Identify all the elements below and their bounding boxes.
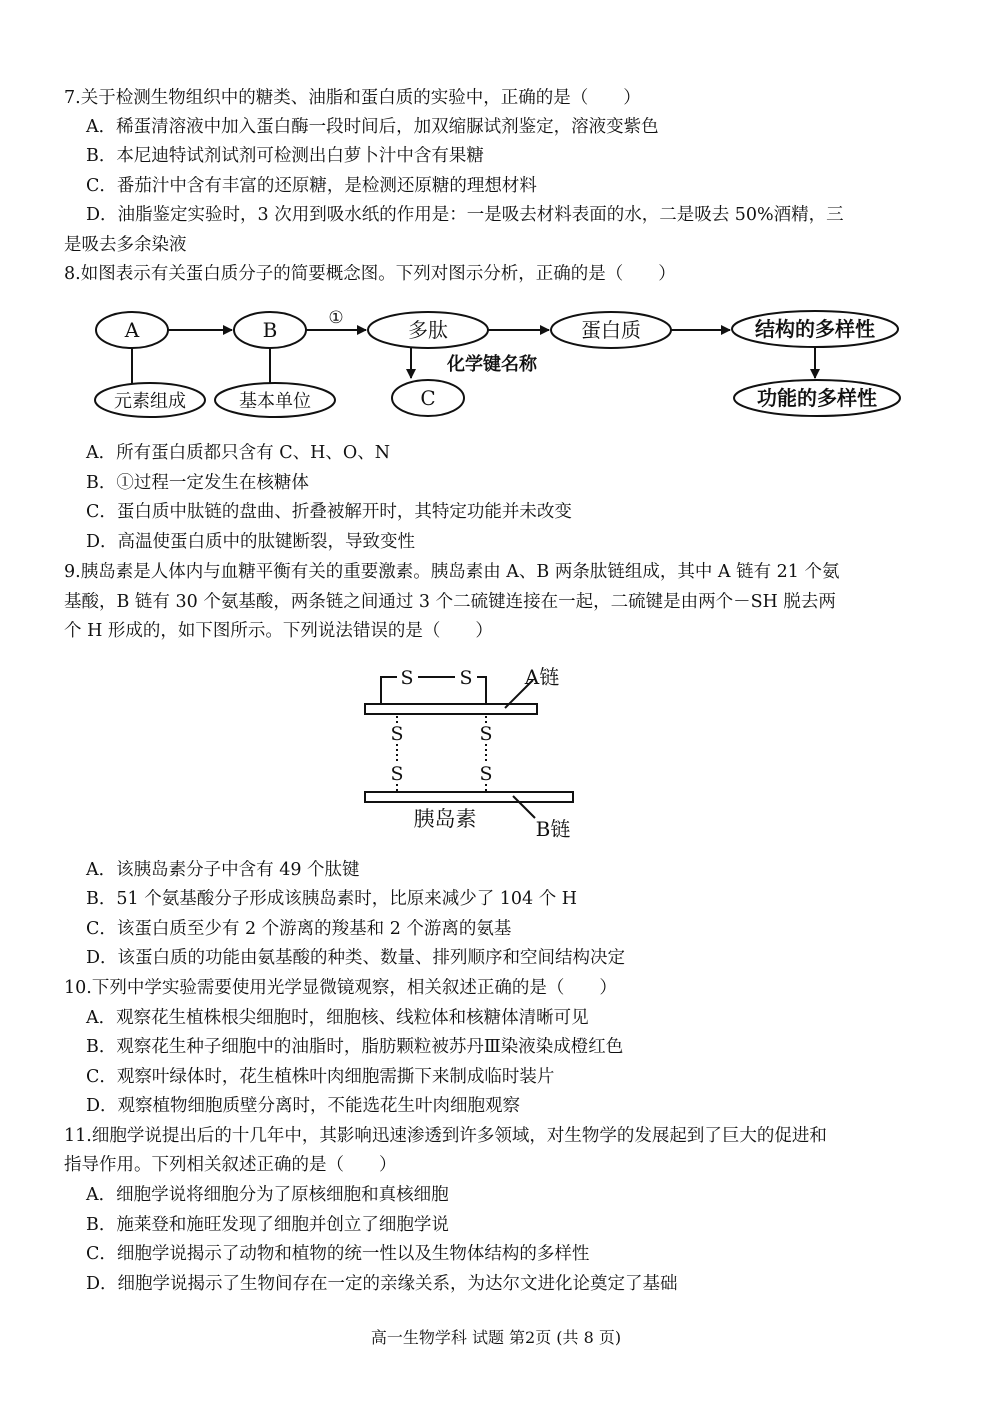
q9-stem-line-3: 个 H 形成的，如下图所示。下列说法错误的是（ ） xyxy=(64,621,493,641)
q11-option-c: C．细胞学说揭示了动物和植物的统一性以及生物体结构的多样性 xyxy=(86,1244,590,1264)
diagram-node-b: B xyxy=(262,318,278,342)
q7-option-d: D．油脂鉴定实验时，3 次用到吸水纸的作用是：一是吸去材料表面的水，二是吸去 50%酒精，三 xyxy=(86,205,844,225)
q9-option-b: B．51 个氨基酸分子形成该胰岛素时，比原来减少了 104 个 H xyxy=(86,889,578,909)
diagram-label-bond-name: 化学键名称 xyxy=(447,354,537,375)
q7-option-b: B．本尼迪特试剂试剂可检测出白萝卜汁中含有果糖 xyxy=(86,146,484,166)
q7-option-a: A．稀蛋清溶液中加入蛋白酶一段时间后，加双缩脲试剂鉴定，溶液变紫色 xyxy=(86,117,659,137)
q8-option-d: D．高温使蛋白质中的肽键断裂，导致变性 xyxy=(86,532,416,552)
diagram-node-a: A xyxy=(124,318,140,342)
q10-option-a: A．观察花生植株根尖细胞时，细胞核、线粒体和核糖体清晰可见 xyxy=(86,1008,589,1028)
diagram-step-1: ① xyxy=(328,308,344,328)
a-chain-sulfur-1: S xyxy=(400,667,414,689)
bridge-1-sulfur-bottom: S xyxy=(390,763,404,785)
diagram-node-element: 元素组成 xyxy=(114,391,186,412)
q10-stem: 10.下列中学实验需要使用光学显微镜观察，相关叙述正确的是（ ） xyxy=(64,978,617,998)
b-chain-label: B链 xyxy=(535,817,571,841)
q10-option-c: C．观察叶绿体时，花生植株叶肉细胞需撕下来制成临时装片 xyxy=(86,1067,555,1087)
q7-option-c: C．番茄汁中含有丰富的还原糖，是检测还原糖的理想材料 xyxy=(86,176,537,196)
q9-option-d: D．该蛋白质的功能由氨基酸的种类、数量、排列顺序和空间结构决定 xyxy=(86,948,626,968)
q11-option-a: A．细胞学说将细胞分为了原核细胞和真核细胞 xyxy=(86,1185,449,1205)
q8-option-a: A．所有蛋白质都只含有 C、H、O、N xyxy=(86,443,391,463)
diagram-node-function-diversity: 功能的多样性 xyxy=(757,386,877,410)
q11-option-d: D．细胞学说揭示了生物间存在一定的亲缘关系，为达尔文进化论奠定了基础 xyxy=(86,1274,678,1294)
diagram-node-unit: 基本单位 xyxy=(239,391,311,412)
q9-option-a: A．该胰岛素分子中含有 49 个肽键 xyxy=(86,860,360,880)
q11-stem-line-2: 指导作用。下列相关叙述正确的是（ ） xyxy=(64,1155,397,1175)
q8-option-c: C．蛋白质中肽链的盘曲、折叠被解开时，其特定功能并未改变 xyxy=(86,502,572,522)
q9-option-c: C．该蛋白质至少有 2 个游离的羧基和 2 个游离的氨基 xyxy=(86,919,512,939)
protein-concept-diagram xyxy=(80,298,920,428)
q8-option-b: B．①过程一定发生在核糖体 xyxy=(86,473,309,493)
insulin-structure-diagram xyxy=(355,660,595,846)
q8-stem: 8.如图表示有关蛋白质分子的简要概念图。下列对图示分析，正确的是（ ） xyxy=(64,264,676,284)
diagram-node-protein: 蛋白质 xyxy=(581,318,641,342)
q9-stem-line-2: 基酸，B 链有 30 个氨基酸，两条链之间通过 3 个二硫键连接在一起，二硫键是由两个－SH 脱去两 xyxy=(64,592,836,612)
bridge-2-sulfur-bottom: S xyxy=(479,763,493,785)
q9-stem-line-1: 9.胰岛素是人体内与血糖平衡有关的重要激素。胰岛素由 A、B 两条肽链组成，其中 A 链有 21 个氨 xyxy=(64,562,840,582)
bridge-2-sulfur-top: S xyxy=(479,723,493,745)
q10-option-b: B．观察花生种子细胞中的油脂时，脂肪颗粒被苏丹Ⅲ染液染成橙红色 xyxy=(86,1037,624,1057)
q10-option-d: D．观察植物细胞质壁分离时，不能选花生叶肉细胞观察 xyxy=(86,1096,521,1116)
page-footer: 高一生物学科 试题 第2页 (共 8 页) xyxy=(370,1328,622,1347)
diagram-node-peptide: 多肽 xyxy=(408,318,448,342)
bridge-1-sulfur-top: S xyxy=(390,723,404,745)
q7-option-d-continued: 是吸去多余染液 xyxy=(64,235,187,255)
insulin-label: 胰岛素 xyxy=(413,807,477,831)
a-chain-sulfur-2: S xyxy=(459,667,473,689)
q7-stem: 7.关于检测生物组织中的糖类、油脂和蛋白质的实验中，正确的是（ ） xyxy=(64,88,641,108)
q11-stem-line-1: 11.细胞学说提出后的十几年中，其影响迅速渗透到许多领域，对生物学的发展起到了巨大的促进和 xyxy=(64,1126,827,1146)
q11-option-b: B．施莱登和施旺发现了细胞并创立了细胞学说 xyxy=(86,1215,449,1235)
a-chain-label: A链 xyxy=(524,665,560,689)
diagram-node-structure-diversity: 结构的多样性 xyxy=(755,317,875,341)
diagram-node-c: C xyxy=(420,386,436,410)
